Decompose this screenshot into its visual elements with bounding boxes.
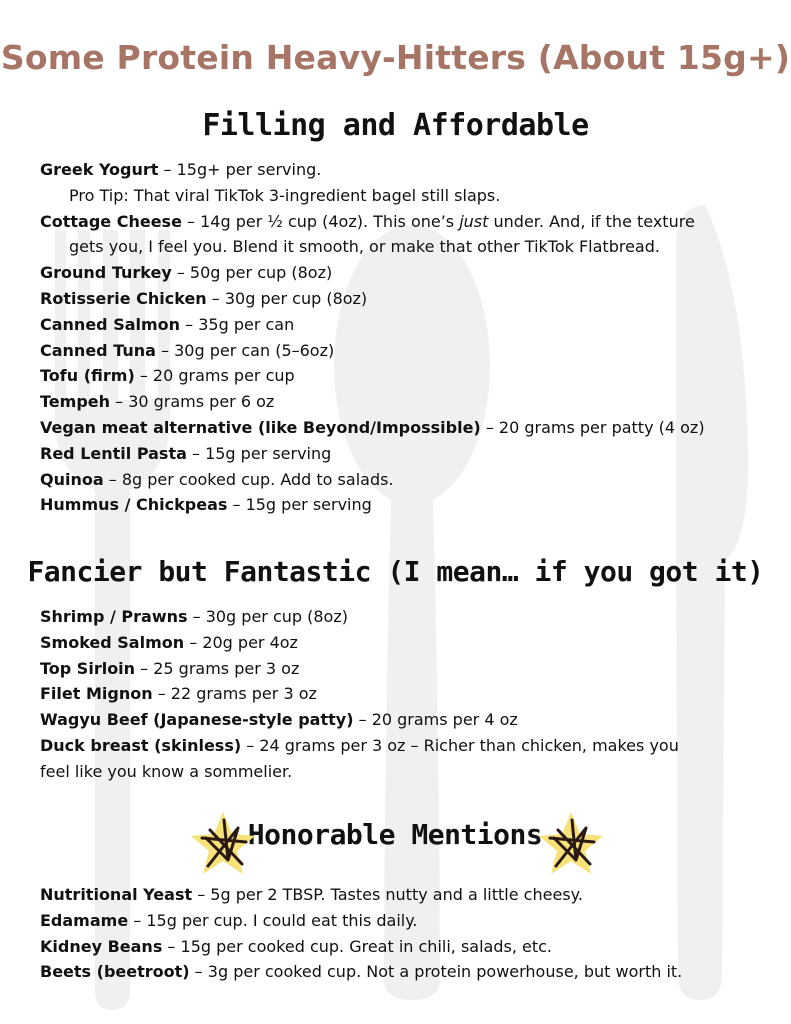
- item-name: Rotisserie Chicken: [40, 288, 207, 308]
- list-item: [40, 707, 752, 733]
- list-item: [40, 209, 752, 235]
- section-heading-fancier: Fancier but Fantastic (I mean… if you got it): [27, 555, 764, 588]
- item-desc: – 24 grams per 3 oz – Richer than chicken, makes you: [241, 735, 679, 755]
- list-item: [40, 656, 752, 682]
- star-icon: [536, 808, 606, 878]
- list-item: [40, 415, 752, 441]
- list-item: [40, 286, 752, 312]
- item-name: Quinoa: [40, 469, 104, 489]
- list-item: [40, 681, 752, 707]
- protein-list-filling: [40, 157, 752, 518]
- item-desc: – 20 grams per cup: [134, 366, 295, 386]
- item-name: Red Lentil Pasta: [40, 443, 187, 463]
- item-desc: – 15g per cooked cup. Great in chili, salads, etc.: [162, 936, 553, 956]
- item-desc: – 20 grams per 4 oz: [353, 710, 518, 730]
- item-name: Kidney Beans: [40, 936, 163, 956]
- item-sub: gets you, I feel you. Blend it smooth, or make that other TikTok Flatbread.: [69, 237, 660, 257]
- item-name: Cottage Cheese: [40, 211, 182, 231]
- list-item: [40, 467, 752, 493]
- list-item-continuation: [40, 759, 752, 785]
- item-name: Greek Yogurt: [40, 160, 159, 179]
- item-desc: – 5g per 2 TBSP. Tastes nutty and a little cheesy.: [192, 885, 583, 904]
- item-sub: Pro Tip: That viral TikTok 3-ingredient bagel still slaps.: [69, 185, 501, 205]
- item-name: Duck breast (skinless): [40, 735, 242, 755]
- item-desc: under. And, if the texture: [488, 211, 695, 231]
- item-name: Beets (beetroot): [40, 962, 190, 982]
- list-item: [40, 312, 752, 338]
- list-item-subtext: [40, 234, 752, 260]
- list-item: [40, 157, 752, 183]
- item-name: Tofu (firm): [40, 366, 135, 386]
- list-item: [40, 882, 752, 908]
- item-cont: feel like you know a sommelier.: [40, 761, 293, 781]
- list-item: [40, 733, 752, 759]
- list-item: [40, 604, 752, 630]
- list-item: [40, 630, 752, 656]
- item-name: Filet Mignon: [40, 684, 153, 704]
- star-icon: [188, 808, 258, 878]
- protein-list-honorable: [40, 882, 752, 985]
- item-desc: – 30g per can (5–6oz): [155, 340, 335, 360]
- list-item: [40, 389, 752, 415]
- item-desc: – 14g per ½ cup (4oz). This one’s: [181, 211, 460, 231]
- list-item: [40, 338, 752, 364]
- item-desc: – 20 grams per patty (4 oz): [480, 417, 705, 437]
- item-name: Vegan meat alternative (like Beyond/Impossible): [40, 417, 481, 437]
- list-item: [40, 441, 752, 467]
- item-desc: – 15g per cup. I could eat this daily.: [128, 910, 418, 930]
- item-name: Shrimp / Prawns: [40, 607, 188, 626]
- item-name: Top Sirloin: [40, 658, 136, 678]
- page-title: Some Protein Heavy-Hitters (About 15g+): [0, 38, 791, 77]
- section-heading-honorable: Honorable Mentions: [247, 818, 543, 851]
- item-name: Canned Salmon: [40, 314, 181, 334]
- item-name: Edamame: [40, 910, 129, 930]
- item-desc: – 15g per serving: [186, 443, 332, 463]
- item-name: Ground Turkey: [40, 263, 172, 283]
- item-desc: – 22 grams per 3 oz: [152, 684, 317, 704]
- item-name: Tempeh: [40, 392, 111, 412]
- item-desc: – 30g per cup (8oz): [187, 607, 348, 626]
- list-item: [40, 260, 752, 286]
- section-heading-filling: Filling and Affordable: [202, 108, 589, 143]
- item-name: Nutritional Yeast: [40, 885, 193, 904]
- item-desc: – 20g per 4oz: [184, 632, 298, 652]
- item-desc-italic: just: [459, 211, 489, 231]
- item-desc: – 3g per cooked cup. Not a protein powerhouse, but worth it.: [189, 962, 683, 982]
- list-item: [40, 363, 752, 389]
- item-desc: – 15g+ per serving.: [158, 160, 322, 179]
- item-desc: – 30 grams per 6 oz: [110, 392, 275, 412]
- item-desc: – 35g per can: [180, 314, 295, 334]
- item-name: Smoked Salmon: [40, 632, 185, 652]
- item-desc: – 25 grams per 3 oz: [135, 658, 300, 678]
- list-item-subtext: [40, 183, 752, 209]
- protein-list-fancier: [40, 604, 752, 785]
- item-name: Wagyu Beef (Japanese-style patty): [40, 710, 354, 730]
- list-item: [40, 492, 752, 518]
- item-desc: – 15g per serving: [227, 495, 372, 515]
- item-desc: – 50g per cup (8oz): [171, 263, 333, 283]
- item-name: Canned Tuna: [40, 340, 156, 360]
- list-item: [40, 934, 752, 960]
- item-desc: – 30g per cup (8oz): [206, 288, 368, 308]
- list-item: [40, 908, 752, 934]
- item-desc: – 8g per cooked cup. Add to salads.: [103, 469, 394, 489]
- item-name: Hummus / Chickpeas: [40, 495, 228, 515]
- list-item: [40, 959, 752, 985]
